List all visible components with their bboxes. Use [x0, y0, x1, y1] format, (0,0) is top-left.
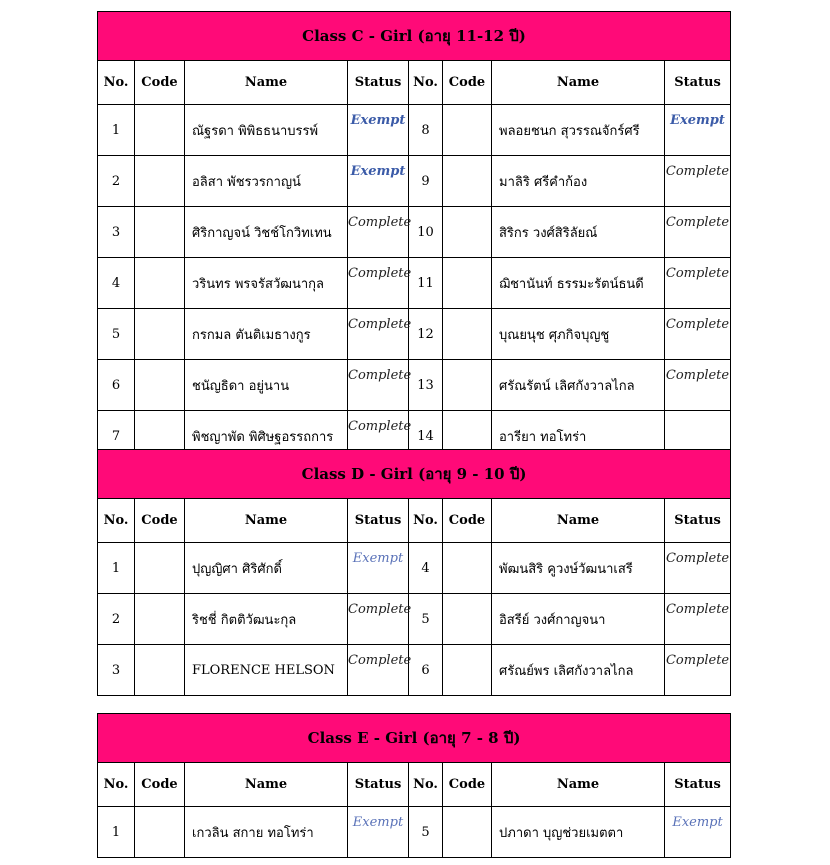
cell-no: 1 [98, 807, 135, 858]
cell-no: 10 [409, 207, 443, 258]
header-name: Name [492, 763, 665, 807]
status-badge: Complete [665, 368, 730, 383]
cell-code [135, 156, 185, 207]
cell-no: 3 [98, 207, 135, 258]
header-row [98, 61, 731, 105]
cell-no: 2 [98, 594, 135, 645]
cell-name: ชนัญธิดา อยู่นาน [185, 360, 348, 411]
cell-no: 12 [409, 309, 443, 360]
cell-code [443, 156, 492, 207]
header-status: Status [665, 499, 731, 543]
status-badge: Complete [665, 602, 730, 617]
cell-code [135, 258, 185, 309]
status-badge: Exempt [350, 164, 406, 179]
cell-no: 13 [409, 360, 443, 411]
cell-code [443, 105, 492, 156]
cell-code [135, 207, 185, 258]
class-title: Class E - Girl (อายุ 7 - 8 ปี) [98, 714, 731, 763]
status-badge: Complete [665, 551, 730, 566]
header-code: Code [443, 61, 492, 105]
status-badge: Exempt [670, 113, 725, 128]
table-row [98, 207, 731, 258]
status-badge: Complete [348, 317, 412, 332]
cell-code [443, 207, 492, 258]
cell-no: 5 [98, 309, 135, 360]
cell-no: 8 [409, 105, 443, 156]
class-e-table-section [97, 713, 730, 858]
status-badge: Complete [665, 164, 730, 179]
header-code: Code [135, 499, 185, 543]
status-badge: Exempt [352, 551, 404, 566]
header-name: Name [185, 763, 348, 807]
header-status: Status [348, 499, 409, 543]
cell-code [135, 645, 185, 696]
header-no: No. [409, 499, 443, 543]
header-name: Name [492, 61, 665, 105]
cell-name: พัฒนสิริ คูวงษ์วัฒนาเสรี [492, 543, 665, 594]
cell-name: ฌิชานันท์ ธรรมะรัตน์ธนดี [492, 258, 665, 309]
cell-no: 1 [98, 105, 135, 156]
cell-name: วรินทร พรจรัสวัฒนากุล [185, 258, 348, 309]
cell-code [135, 360, 185, 411]
table-row [98, 645, 731, 696]
cell-no: 7 [98, 411, 135, 462]
status-badge: Exempt [350, 113, 406, 128]
cell-no: 14 [409, 411, 443, 462]
status-badge: Complete [348, 266, 412, 281]
cell-no: 4 [409, 543, 443, 594]
cell-code [443, 258, 492, 309]
cell-name: สิริกร วงศ์สิริลัยณ์ [492, 207, 665, 258]
cell-name: พิชญาพัด พิศิษฐอรรถการ [185, 411, 348, 462]
class-title: Class D - Girl (อายุ 9 - 10 ปี) [98, 450, 731, 499]
status-badge: Complete [665, 266, 730, 281]
header-name: Name [185, 61, 348, 105]
cell-code [443, 309, 492, 360]
cell-no: 9 [409, 156, 443, 207]
header-no: No. [98, 499, 135, 543]
cell-name: บุณยนุช ศุภกิจบุญชู [492, 309, 665, 360]
table-row [98, 258, 731, 309]
status-badge: Complete [348, 368, 412, 383]
cell-code [443, 645, 492, 696]
table-row [98, 309, 731, 360]
cell-code [135, 309, 185, 360]
cell-name: เกวลิน สกาย ทอโทร่า [185, 807, 348, 858]
cell-name: พลอยชนก สุวรรณจักร์ศรี [492, 105, 665, 156]
header-name: Name [185, 499, 348, 543]
cell-code [443, 594, 492, 645]
cell-name: อิสรีย์ วงศ์กาญจนา [492, 594, 665, 645]
cell-name: ศรัณย์พร เลิศกังวาลไกล [492, 645, 665, 696]
cell-no: 5 [409, 594, 443, 645]
table-row [98, 807, 731, 858]
cell-code [443, 543, 492, 594]
header-code: Code [443, 763, 492, 807]
cell-name: มาลิริ ศรีคำก้อง [492, 156, 665, 207]
cell-no: 11 [409, 258, 443, 309]
header-no: No. [409, 61, 443, 105]
status-badge: Complete [348, 419, 412, 434]
cell-no: 2 [98, 156, 135, 207]
cell-no: 5 [409, 807, 443, 858]
status-badge: Exempt [672, 815, 723, 830]
table-row [98, 594, 731, 645]
class-d-table-section [97, 449, 730, 696]
status-badge: Exempt [352, 815, 404, 830]
cell-code [443, 807, 492, 858]
cell-name: ปุญญิศา ศิริศักดิ์ [185, 543, 348, 594]
status-badge: Complete [348, 602, 412, 617]
cell-name: ริชชี่ กิตติวัฒนะกุล [185, 594, 348, 645]
status-badge: Complete [348, 215, 412, 230]
class-d-table [97, 449, 731, 696]
cell-name: กรกมล ตันติเมธางกูร [185, 309, 348, 360]
class-title: Class C - Girl (อายุ 11-12 ปี) [98, 12, 731, 61]
cell-code [443, 360, 492, 411]
class-c-table [97, 11, 731, 462]
table-row [98, 543, 731, 594]
cell-code [135, 594, 185, 645]
cell-no: 3 [98, 645, 135, 696]
header-status: Status [348, 61, 409, 105]
cell-name: ณัฐรดา พิพิธธนาบรรพ์ [185, 105, 348, 156]
header-row [98, 499, 731, 543]
cell-code [135, 105, 185, 156]
status-badge: Complete [665, 317, 730, 332]
status-badge: Complete [665, 215, 730, 230]
header-no: No. [409, 763, 443, 807]
header-status: Status [665, 61, 731, 105]
table-row [98, 156, 731, 207]
status-badge: Complete [348, 653, 412, 668]
class-e-table [97, 713, 731, 858]
header-code: Code [135, 763, 185, 807]
cell-code [135, 543, 185, 594]
header-row [98, 763, 731, 807]
cell-no: 6 [98, 360, 135, 411]
header-status: Status [348, 763, 409, 807]
cell-no: 1 [98, 543, 135, 594]
cell-name: อารียา ทอโทร่า [492, 411, 665, 462]
cell-name: ศิริกาญจน์ วิชช์โกวิทเทน [185, 207, 348, 258]
status-badge: Complete [665, 653, 730, 668]
cell-no: 6 [409, 645, 443, 696]
cell-name: อลิสา พัชรวรกาญน์ [185, 156, 348, 207]
class-c-table-section [97, 11, 730, 462]
cell-code [135, 807, 185, 858]
cell-no: 4 [98, 258, 135, 309]
cell-name: ปภาดา บุญช่วยเมตตา [492, 807, 665, 858]
table-row [98, 105, 731, 156]
cell-name: FLORENCE HELSON [185, 645, 348, 696]
header-code: Code [443, 499, 492, 543]
cell-name: ศรัณรัตน์ เลิศกังวาลไกล [492, 360, 665, 411]
header-no: No. [98, 61, 135, 105]
header-no: No. [98, 763, 135, 807]
header-name: Name [492, 499, 665, 543]
header-code: Code [135, 61, 185, 105]
table-row [98, 360, 731, 411]
header-status: Status [665, 763, 731, 807]
